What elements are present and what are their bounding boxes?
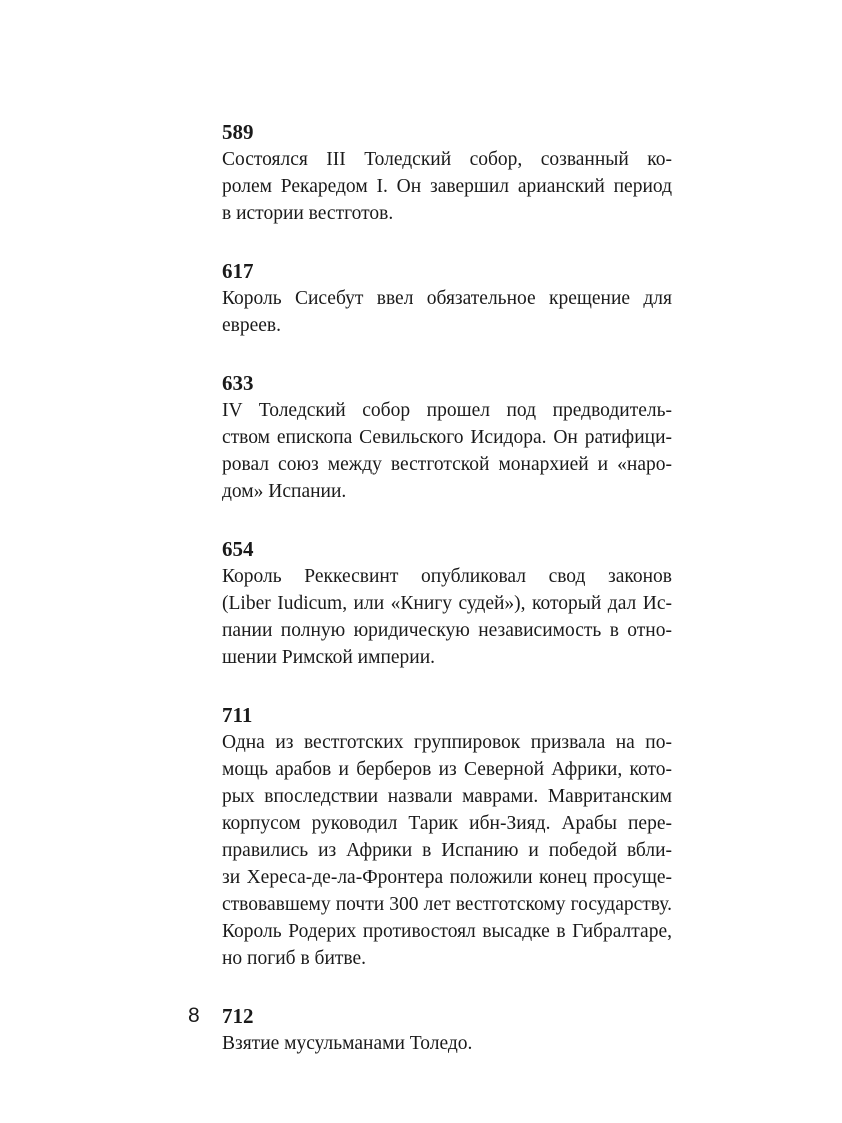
- text-line: корпусом руководил Тарик ибн-Зияд. Арабы пере-: [222, 813, 672, 834]
- entry-year: 711: [222, 703, 253, 727]
- text-line: но погиб в битве.: [222, 948, 367, 969]
- text-line: Король Сисебут ввел обязательное крещение для: [222, 288, 672, 309]
- entry-text: [222, 146, 672, 227]
- text-line: IV Толедский собор прошел под предводитель-: [222, 400, 672, 421]
- entry-year: 712: [222, 1004, 254, 1028]
- text-line: пании полную юридическую независимость в отно-: [222, 620, 672, 641]
- entry-text: [222, 397, 672, 505]
- entry-text: [222, 729, 672, 972]
- text-line: зи Хереса-де-ла-Фронтера положили конец просуще-: [222, 867, 672, 888]
- text-line: ролем Рекаредом I. Он завершил арианский период: [222, 176, 672, 197]
- text-line: шении Римской империи.: [222, 647, 436, 668]
- text-line: (Liber Iudicum, или «Книгу судей»), который дал Ис-: [222, 593, 672, 614]
- chronology-entry-711: [222, 701, 672, 972]
- text-line: Одна из вестготских группировок призвала на по-: [222, 732, 672, 753]
- chronology-entry-617: [222, 257, 672, 339]
- entry-year: 617: [222, 259, 254, 283]
- chronology-entry-633: [222, 369, 672, 505]
- entry-year: 654: [222, 537, 254, 561]
- entry-text: [222, 563, 672, 671]
- text-line: ством епископа Севильского Исидора. Он ратифици-: [222, 427, 672, 448]
- text-line: дом» Испании.: [222, 481, 347, 502]
- text-line: Король Родерих противостоял высадке в Гибралтаре,: [222, 921, 672, 942]
- text-line: евреев.: [222, 315, 282, 336]
- entry-text: [222, 1030, 672, 1057]
- text-line: Состоялся III Толедский собор, созванный ко-: [222, 149, 672, 170]
- chronology-page: [222, 118, 672, 1087]
- chronology-entry-712: [222, 1002, 672, 1057]
- page-number: 8: [188, 1004, 200, 1027]
- text-line: Король Реккесвинт опубликовал свод законов: [222, 566, 672, 587]
- text-line: Взятие мусульманами Толедо.: [222, 1033, 473, 1054]
- entry-year: 633: [222, 371, 254, 395]
- entry-year: 589: [222, 120, 254, 144]
- text-line: рых впоследствии назвали маврами. Мавританским: [222, 786, 672, 807]
- chronology-entry-654: [222, 535, 672, 671]
- text-line: ровал союз между вестготской монархией и «наро-: [222, 454, 672, 475]
- entry-text: [222, 285, 672, 339]
- text-line: мощь арабов и берберов из Северной Африки, кото-: [222, 759, 672, 780]
- text-line: ствовавшему почти 300 лет вестготскому государству.: [222, 894, 672, 915]
- text-line: правились из Африки в Испанию и победой вбли-: [222, 840, 672, 861]
- chronology-entry-589: [222, 118, 672, 227]
- text-line: в истории вестготов.: [222, 203, 394, 224]
